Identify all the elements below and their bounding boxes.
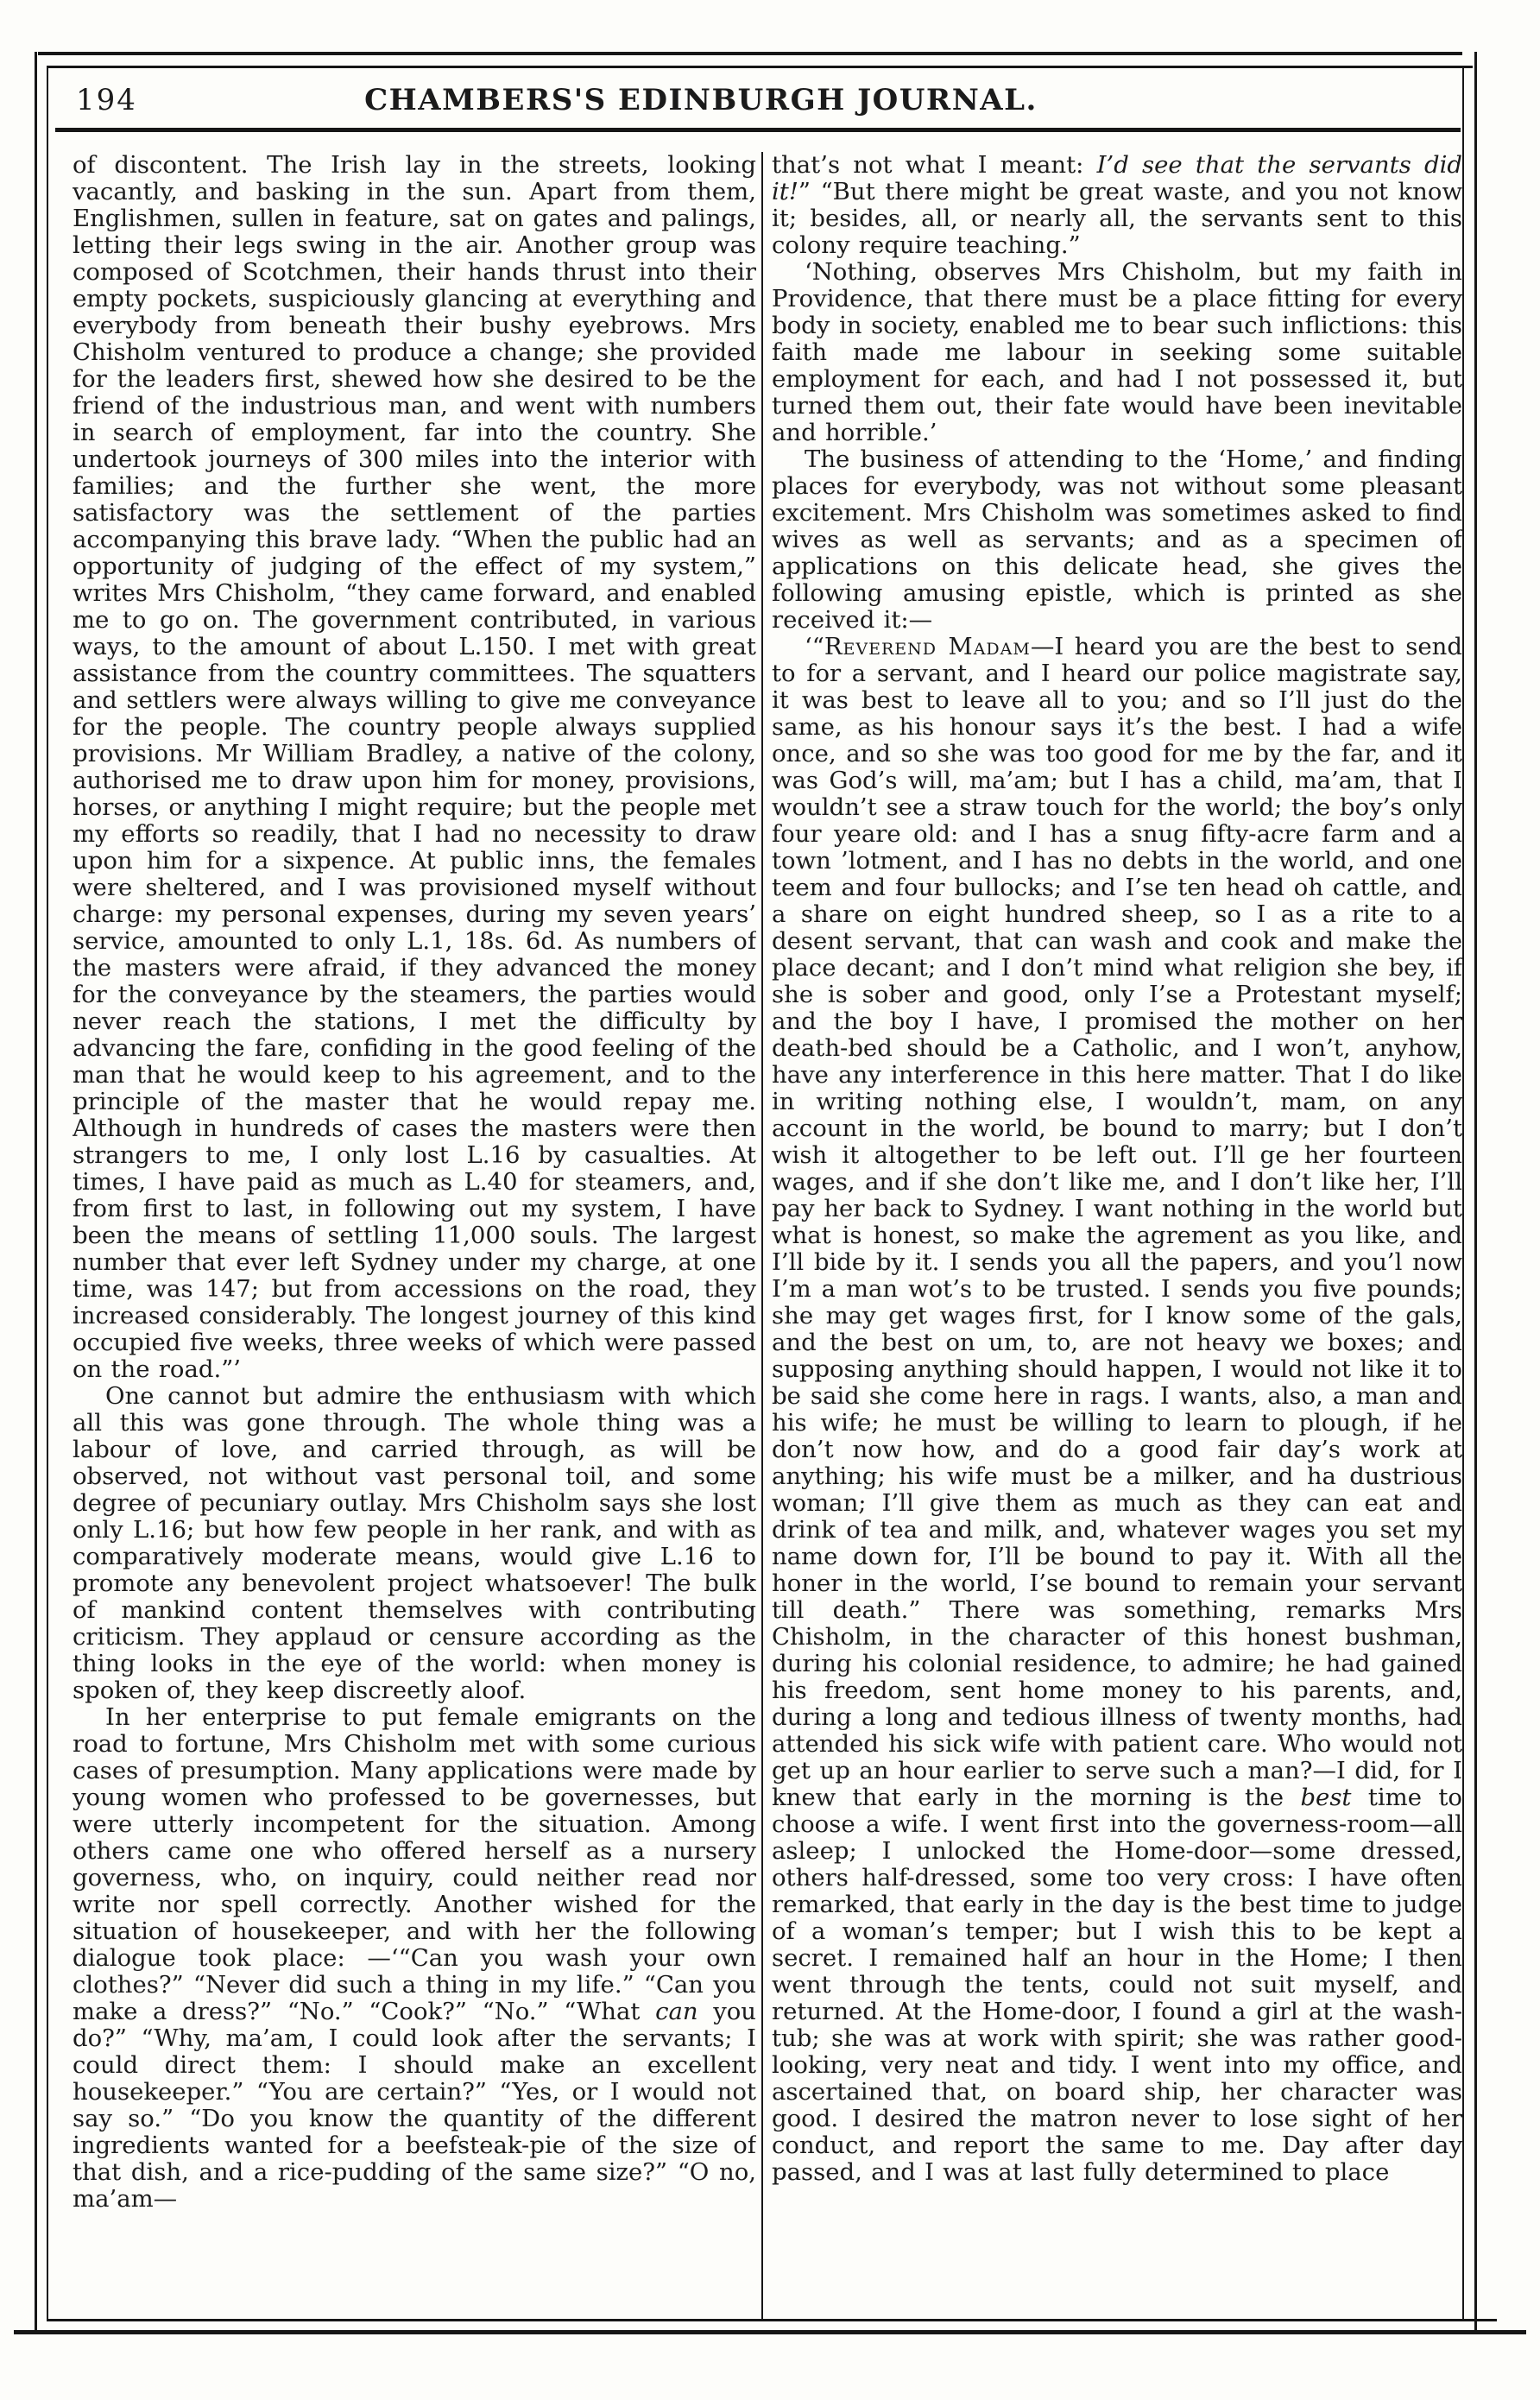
- text-run: ‘“: [805, 633, 824, 660]
- italic-text-run: I’d see that the servants did it!: [772, 152, 1462, 205]
- text-run: The business of attending to the ‘Home,’ and finding places for everybody, was not without some pleasant excitement. Mrs Chisholm was sometimes asked to find wives as well as servants; and as a specimen of applications on this delicate head, she gives the following amusing epistle, which is printed as she received it:—: [772, 445, 1462, 634]
- header-divider-rule: [55, 128, 1461, 132]
- page-title: CHAMBERS'S EDINBURGH JOURNAL.: [364, 83, 1038, 117]
- left-border-inner-rule: [47, 66, 48, 2321]
- text-run: In her enterprise to put female emigrants on the road to fortune, Mrs Chisholm met with some curious cases of presumption. Many applications were made by young women who professed to be governesses, but were utterly incompetent for the situation. Among others came one who offered herself as a nursery governess, who, on inquiry, could neither read nor write nor spell correctly. Another wished for the situation of housekeeper, and with her the following dialogue took place: —‘“Can you wash your own clothes?” “Never did such a thing in my life.” “Can you make a dress?” “No.” “Cook?” “No.” “What: [73, 1703, 756, 2025]
- italic-text-run: best: [1300, 1784, 1352, 1811]
- text-run: ‘Nothing, observes Mrs Chisholm, but my faith in Providence, that there must be a place fitting for every body in society, enabled me to bear such inflictions: this faith made me labour in seeking some suitable employment for each, and had I not possessed it, but turned them out, their fate would have been inevitable and horrible.’: [772, 258, 1462, 446]
- right-border-inner-rule: [1462, 66, 1464, 2321]
- text-run: you do?” “Why, ma’am, I could look after the servants; I could direct them: I should make an excellent housekeeper.” “You are certain?” “Yes, or I would not say so.” “Do you know the quantity of the different ingredients wanted for a beefsteak-pie of the size of that dish, and a rice-pudding of the same size?” “O no, ma’am—: [73, 1998, 756, 2213]
- top-border-inner-rule: [48, 66, 1473, 68]
- paragraph: [772, 152, 1462, 259]
- text-column-left: [73, 152, 756, 2321]
- paragraph: [73, 1383, 756, 1704]
- smallcaps-text-run: Reverend Madam: [824, 633, 1031, 660]
- text-run: that’s not what I meant:: [772, 152, 1097, 179]
- text-column-right: [772, 152, 1462, 2321]
- page-number: 194: [76, 83, 137, 117]
- paragraph: [73, 152, 756, 1383]
- italic-text-run: can: [655, 1998, 698, 2025]
- bottom-border-outer-rule: [14, 2330, 1526, 2334]
- paragraph: [772, 446, 1462, 634]
- text-run: of discontent. The Irish lay in the streets, looking vacantly, and basking in the sun. Apart from them, Englishmen, sullen in feature, sat on gates and palings, letting their legs swing in the air. Another group was composed of Scotchmen, their hands thrust into their empty pockets, suspiciously glancing at everything and everybody from beneath their bushy eyebrows. Mrs Chisholm ventured to produce a change; she provided for the leaders first, shewed how she desired to be the friend of the industrious man, and went with numbers in search of employment, far into the country. She undertook journeys of 300 miles into the interior with families; and the further she went, the more satisfactory was the settlement of the parties accompanying this brave lady. “When the public had an opportunity of judging of the effect of my system,” writes Mrs Chisholm, “they came forward, and enabled me to go on. The government contributed, in various ways, to the amount of about L.150. I met with great assistance from the country committees. The squatters and settlers were always willing to give me conveyance for the people. The country people always supplied provisions. Mr William Bradley, a native of the colony, authorised me to draw upon him for money, provisions, horses, or anything I might require; but the people met my efforts so readily, that I had no necessity to draw upon him for a sixpence. At public inns, the females were sheltered, and I was provisioned myself without charge: my personal expenses, during my seven years’ service, amounted to only L.1, 18s. 6d. As numbers of the masters were afraid, if they advanced the money for the conveyance by the steamers, the parties would never reach the stations, I met the difficulty by advancing the fare, confiding in the good feeling of the man that he would keep to his agreement, and to the principle of the master that he would repay me. Although in hundreds of cases the masters were then strangers to me, I only lost L.16 by casualties. At times, I have paid as much as L.40 for steamers, and, from first to last, in following out my system, I have been the means of settling 11,000 souls. The largest number that ever left Sydney under my charge, at one time, was 147; but from accessions on the road, they increased considerably. The longest journey of this kind occupied five weeks, three weeks of which were passed on the road.”’: [73, 152, 756, 1383]
- paragraph: [73, 1704, 756, 2213]
- left-border-outer-rule: [35, 52, 37, 2334]
- paragraph: [772, 259, 1462, 446]
- text-run: ” “But there might be great waste, and you not know it; besides, all, or nearly all, the servants sent to this colony require teaching.”: [772, 178, 1462, 259]
- top-border-outer-rule: [38, 52, 1462, 55]
- paragraph: [772, 634, 1462, 2186]
- text-run: time to choose a wife. I went first into the governess-room—all asleep; I unlocked the Home-door—some dressed, others half-dressed, some too very cross: I have often remarked, that early in the day is the best time to judge of a woman’s temper; but I wish this to be kept a secret. I remained half an hour in the Home; I then went through the tents, could not suit myself, and returned. At the Home-door, I found a girl at the wash-tub; she was at work with spirit; she was rather good-looking, very neat and tidy. I went into my office, and ascertained that, on board ship, her character was good. I desired the matron never to lose sight of her conduct, and report the same to me. Day after day passed, and I was at last fully determined to place: [772, 1784, 1462, 2186]
- text-run: One cannot but admire the enthusiasm with which all this was gone through. The whole thing was a labour of love, and carried through, as will be observed, not without vast personal toil, and some degree of pecuniary outlay. Mrs Chisholm says she lost only L.16; but how few people in her rank, and with as comparatively moderate means, would give L.16 to promote any benevolent project whatsoever! The bulk of mankind content themselves with contributing criticism. They applaud or censure according as the thing looks in the eye of the world: when money is spoken of, they keep discreetly aloof.: [73, 1382, 756, 1704]
- text-run: —I heard you are the best to send to for a servant, and I heard our police magistrate say, it was best to leave all to you; and so I’ll just do the same, as his honour says it’s the best. I had a wife once, and so she was too good for me by the far, and it was God’s will, ma’am; but I has a child, ma’am, that I wouldn’t see a straw touch for the world; the boy’s only four yeare old: and I has a snug fifty-acre farm and a town ’lotment, and I has no debts in the world, and one teem and four bullocks; and I’se ten head oh cattle, and a share on eight hundred sheep, so I as a rite to a desent servant, that can wash and cook and make the place decant; and I don’t mind what religion she bey, if she is sober and good, only I’se a Protestant myself; and the boy I have, I promised the mother on her death-bed should be a Catholic, and I won’t, anyhow, have any interference in this here matter. That I do like in writing nothing else, I wouldn’t, mam, on any account in the world, be bound to marry; but I don’t wish it altogether to be left out. I’ll ge her fourteen wages, and if she don’t like me, and I don’t like her, I’ll pay her back to Sydney. I want nothing in the world but what is honest, so make the agrement as you like, and I’ll bide by it. I sends you all the papers, and you’l now I’m a man wot’s to be trusted. I sends you five pounds; she may get wages first, for I know some of the gals, and the best on um, to, are not heavy we boxes; and supposing anything should happen, I would not like it to be said she come here in rags. I wants, also, a man and his wife; he must be willing to learn to plough, if he don’t now how, and do a good fair day’s work at anything; his wife must be a milker, and ha dustrious woman; I’ll give them as much as they can eat and drink of tea and milk, and, whatever wages you set my name down for, I’ll be bound to pay it. With all the honer in the world, I’se bound to remain your servant till death.” There was something, remarks Mrs Chisholm, in the character of this honest bushman, during his colonial residence, to admire; he had gained his freedom, sent home money to his parents, and, during a long and tedious illness of twenty months, had attended his sick wife with patient care. Who would not get up an hour earlier to serve such a man?—I did, for I knew that early in the morning is the: [772, 633, 1462, 1811]
- column-divider-rule: [761, 152, 763, 2321]
- right-border-outer-rule: [1474, 52, 1477, 2334]
